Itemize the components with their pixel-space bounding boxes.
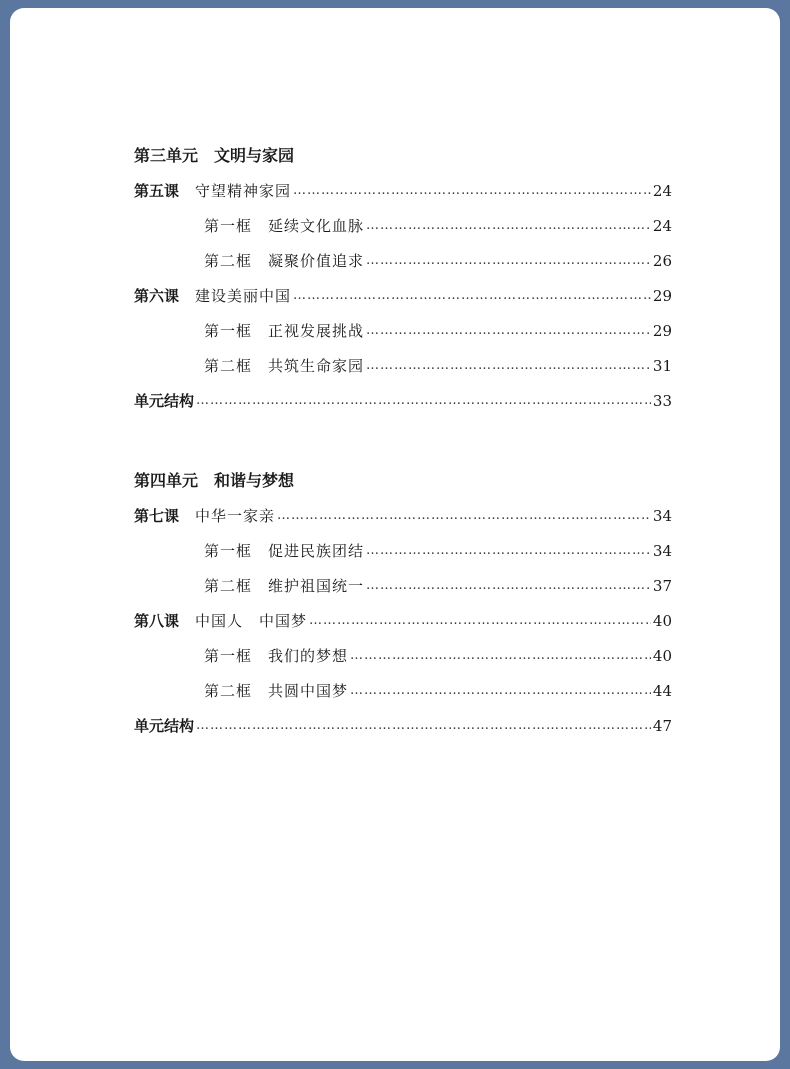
dot-leader xyxy=(366,543,651,558)
frame-title: 凝聚价值追求 xyxy=(268,252,365,270)
page-number: 24 xyxy=(652,216,672,235)
dot-leader xyxy=(277,508,651,523)
page-number: 29 xyxy=(652,286,672,305)
unit-heading xyxy=(134,138,672,173)
dot-leader xyxy=(350,648,651,663)
page-number: 34 xyxy=(652,541,672,560)
toc-frame-row[interactable] xyxy=(134,673,672,708)
table-of-contents xyxy=(134,138,672,743)
toc-frame-row[interactable] xyxy=(134,243,672,278)
lesson-title: 中国人 中国梦 xyxy=(195,612,308,630)
dot-leader xyxy=(293,183,651,198)
frame-title: 促进民族团结 xyxy=(268,542,365,560)
unit-structure-label: 单元结构 xyxy=(134,717,195,735)
page-number: 24 xyxy=(652,181,672,200)
lesson-label: 第八课 xyxy=(134,612,180,630)
dot-leader xyxy=(350,683,651,698)
unit-number: 第四单元 xyxy=(134,471,199,490)
frame-title: 正视发展挑战 xyxy=(268,322,365,340)
frame-label: 第二框 xyxy=(204,252,253,270)
dot-leader xyxy=(309,613,651,628)
frame-title: 延续文化血脉 xyxy=(268,217,365,235)
toc-frame-row[interactable] xyxy=(134,533,672,568)
toc-frame-row[interactable] xyxy=(134,568,672,603)
dot-leader xyxy=(366,358,651,373)
toc-frame-row[interactable] xyxy=(134,638,672,673)
page-number: 34 xyxy=(652,506,672,525)
unit-structure-label: 单元结构 xyxy=(134,392,195,410)
toc-lesson-row[interactable] xyxy=(134,173,672,208)
frame-label: 第一框 xyxy=(204,322,253,340)
dot-leader xyxy=(366,578,651,593)
toc-frame-row[interactable] xyxy=(134,208,672,243)
unit-title: 和谐与梦想 xyxy=(214,471,295,490)
lesson-label: 第七课 xyxy=(134,507,180,525)
page-number: 44 xyxy=(652,681,672,700)
page-number: 26 xyxy=(652,251,672,270)
lesson-label: 第六课 xyxy=(134,287,180,305)
page-number: 33 xyxy=(652,391,672,410)
dot-leader xyxy=(366,218,651,233)
toc-unit-structure-row[interactable] xyxy=(134,383,672,418)
page-number: 31 xyxy=(652,356,672,375)
unit-number: 第三单元 xyxy=(134,146,199,165)
dot-leader xyxy=(366,323,651,338)
document-page xyxy=(10,8,780,1061)
unit-heading xyxy=(134,463,672,498)
toc-unit-structure-row[interactable] xyxy=(134,708,672,743)
frame-title: 共筑生命家园 xyxy=(268,357,365,375)
frame-title: 维护祖国统一 xyxy=(268,577,365,595)
unit-title: 文明与家园 xyxy=(214,146,295,165)
frame-label: 第二框 xyxy=(204,357,253,375)
lesson-title: 守望精神家园 xyxy=(195,182,292,200)
frame-label: 第一框 xyxy=(204,542,253,560)
toc-frame-row[interactable] xyxy=(134,313,672,348)
dot-leader xyxy=(196,393,651,408)
frame-title: 我们的梦想 xyxy=(268,647,349,665)
lesson-label: 第五课 xyxy=(134,182,180,200)
frame-title: 共圆中国梦 xyxy=(268,682,349,700)
page-number: 40 xyxy=(652,611,672,630)
toc-lesson-row[interactable] xyxy=(134,603,672,638)
toc-lesson-row[interactable] xyxy=(134,498,672,533)
lesson-title: 建设美丽中国 xyxy=(195,287,292,305)
page-number: 29 xyxy=(652,321,672,340)
frame-label: 第二框 xyxy=(204,577,253,595)
toc-lesson-row[interactable] xyxy=(134,278,672,313)
dot-leader xyxy=(196,718,651,733)
frame-label: 第一框 xyxy=(204,647,253,665)
page-number: 37 xyxy=(652,576,672,595)
toc-frame-row[interactable] xyxy=(134,348,672,383)
frame-label: 第二框 xyxy=(204,682,253,700)
lesson-title: 中华一家亲 xyxy=(195,507,276,525)
page-number: 47 xyxy=(652,716,672,735)
dot-leader xyxy=(366,253,651,268)
page-number: 40 xyxy=(652,646,672,665)
frame-label: 第一框 xyxy=(204,217,253,235)
dot-leader xyxy=(293,288,651,303)
